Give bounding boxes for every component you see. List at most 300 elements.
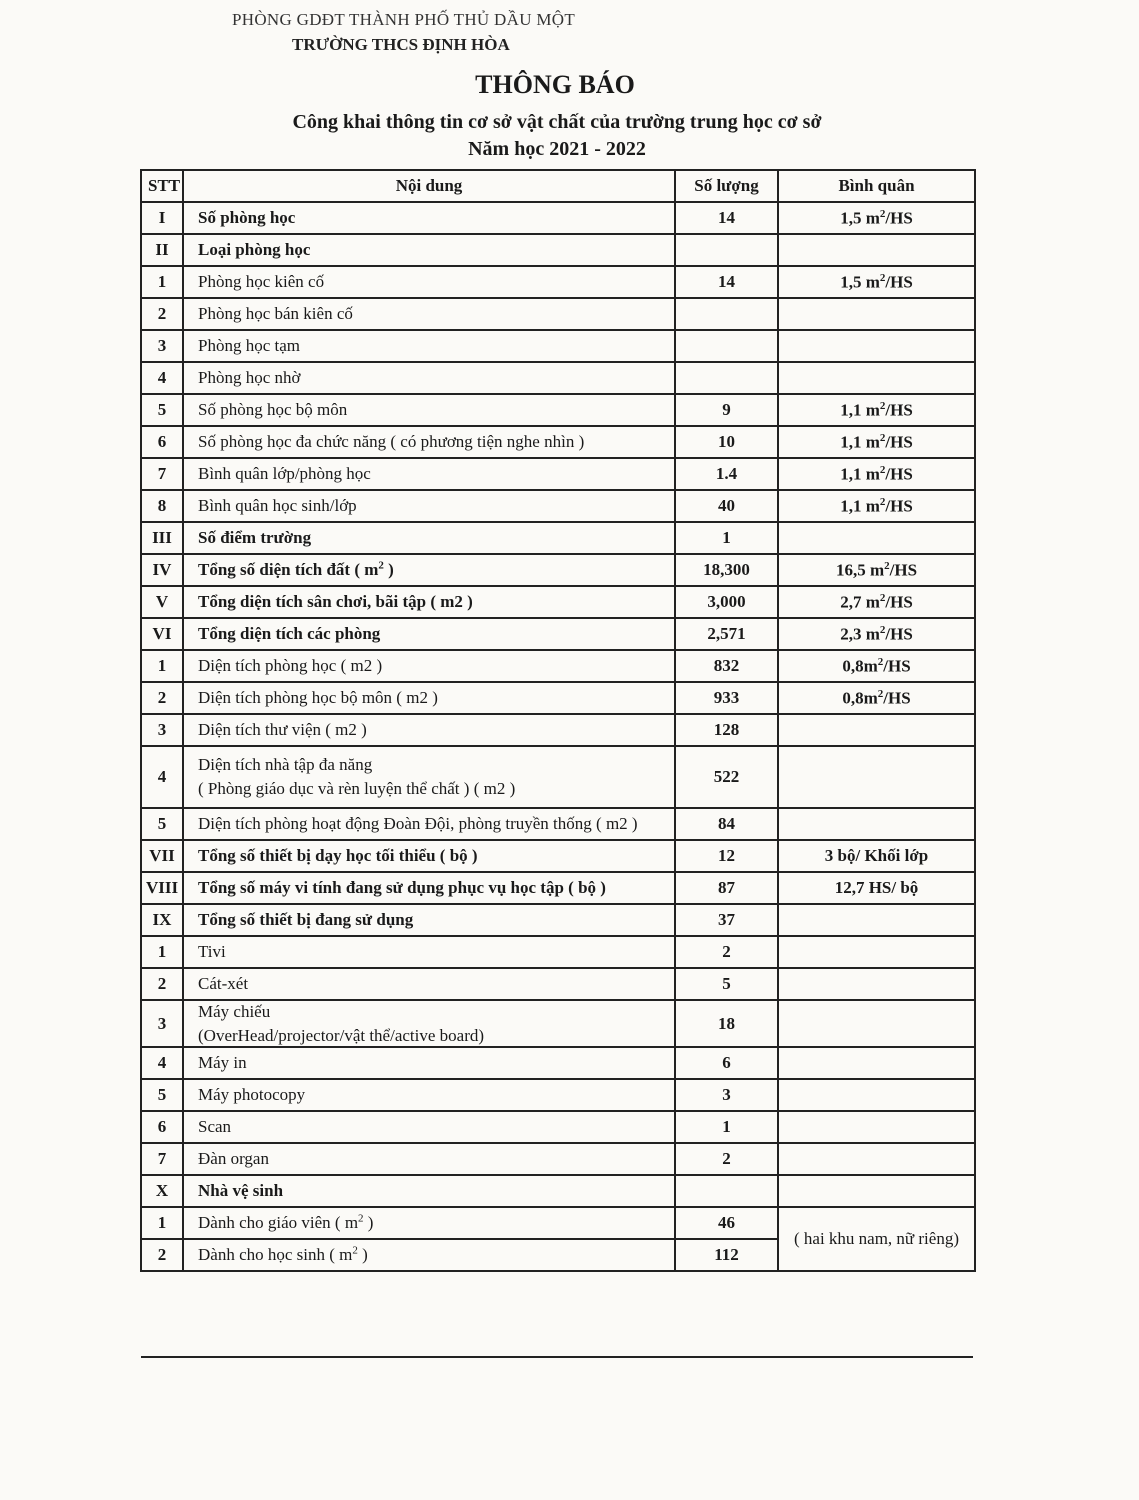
quantity-value: 1 <box>722 528 731 547</box>
row-average <box>778 394 975 426</box>
table-row <box>141 904 975 936</box>
row-content <box>183 522 675 554</box>
quantity-value: 3 <box>722 1085 731 1104</box>
content-line <box>198 1117 231 1136</box>
table-row <box>141 490 975 522</box>
table-row <box>141 1047 975 1079</box>
row-quantity <box>675 586 778 618</box>
average-tail: /HS <box>885 464 913 484</box>
row-average <box>778 298 975 330</box>
content-line <box>198 560 394 579</box>
row-content <box>183 234 675 266</box>
content-line <box>198 814 638 833</box>
content-text: Bình quân học sinh/lớp <box>198 496 357 515</box>
content-line <box>198 974 248 993</box>
row-stt <box>141 808 183 840</box>
quantity-value: 10 <box>718 432 735 451</box>
row-quantity <box>675 1143 778 1175</box>
row-average <box>778 1047 975 1079</box>
content-text: Scan <box>198 1117 232 1136</box>
row-average <box>778 266 975 298</box>
document-subtitle: Công khai thông tin cơ sở vật chất của trường trung học cơ sở <box>292 111 822 133</box>
row-quantity <box>675 362 778 394</box>
content-text: Đàn organ <box>198 1149 269 1168</box>
content-text: Phòng học kiên cố <box>198 272 325 291</box>
row-quantity <box>675 426 778 458</box>
table-row <box>141 1207 975 1239</box>
school-name: TRƯỜNG THCS ĐỊNH HÒA <box>292 35 510 54</box>
average-value: ( hai khu nam, nữ riêng) <box>793 1229 959 1248</box>
content-line <box>198 400 347 419</box>
row-quantity <box>675 458 778 490</box>
row-quantity <box>675 650 778 682</box>
row-content <box>183 266 675 298</box>
row-content <box>183 362 675 394</box>
content-line <box>198 688 438 707</box>
content-text: Số phòng học đa chức năng ( có phương tiện nghe nhìn ) <box>198 432 585 451</box>
content-text: Tổng số thiết bị dạy học tối thiểu ( bộ ) <box>198 846 478 865</box>
row-quantity <box>675 1111 778 1143</box>
stt-value: 3 <box>157 720 167 739</box>
content-line <box>198 368 301 387</box>
header-qty: Số lượng <box>675 170 778 202</box>
stt-value: 4 <box>157 767 167 786</box>
average-tail: /HS <box>883 688 911 708</box>
content-text: Số điểm trường <box>198 528 312 547</box>
table-header-row <box>141 170 975 202</box>
row-content <box>183 298 675 330</box>
stt-value: 5 <box>157 814 167 833</box>
content-line <box>198 1149 269 1168</box>
row-stt <box>141 362 183 394</box>
average-value: 1,5 m <box>840 272 880 292</box>
content-line <box>198 304 353 323</box>
content-line <box>198 240 310 259</box>
row-quantity <box>675 298 778 330</box>
quantity-value: 128 <box>713 720 740 739</box>
content-text: Diện tích thư viện ( m2 ) <box>198 720 367 739</box>
stt-value: III <box>152 528 172 547</box>
row-average <box>778 1111 975 1143</box>
row-stt <box>141 522 183 554</box>
row-stt <box>141 202 183 234</box>
content-line <box>198 1181 283 1200</box>
stt-value: 1 <box>157 942 167 961</box>
quantity-value: 1.4 <box>715 464 738 483</box>
stt-value: X <box>155 1181 169 1200</box>
quantity-value: 14 <box>718 272 735 291</box>
quantity-value: 87 <box>718 878 735 897</box>
content-text: Tổng diện tích các phòng <box>198 624 381 643</box>
row-stt <box>141 1143 183 1175</box>
row-quantity <box>675 1239 778 1271</box>
department-name: PHÒNG GDĐT THÀNH PHỐ THỦ DẦU MỘT <box>232 10 576 29</box>
row-quantity <box>675 682 778 714</box>
row-average <box>778 1175 975 1207</box>
content-text: Diện tích phòng học ( m2 ) <box>198 656 383 675</box>
stt-value: VII <box>149 846 175 865</box>
content-text: Bình quân lớp/phòng học <box>198 464 371 483</box>
row-stt <box>141 490 183 522</box>
average-value: 2,3 m <box>840 624 880 644</box>
content-text: Tivi <box>198 942 226 961</box>
content-tail: ) <box>362 1245 368 1265</box>
row-average <box>778 458 975 490</box>
quantity-value: 1 <box>722 1117 731 1136</box>
row-average <box>778 362 975 394</box>
average-value: 0,8m <box>842 656 878 676</box>
row-quantity <box>675 1207 778 1239</box>
table-row <box>141 202 975 234</box>
row-average <box>778 840 975 872</box>
row-content <box>183 746 675 808</box>
row-stt <box>141 330 183 362</box>
content-text: Phòng học nhờ <box>198 368 301 387</box>
row-stt <box>141 1047 183 1079</box>
stt-value: I <box>158 208 166 227</box>
row-quantity <box>675 202 778 234</box>
stt-value: 6 <box>157 1117 167 1136</box>
content-line <box>198 1213 373 1232</box>
row-quantity <box>675 808 778 840</box>
average-superscript: 2 <box>884 559 890 572</box>
row-content <box>183 650 675 682</box>
average-value: 1,1 m <box>840 464 880 484</box>
content-line <box>198 656 382 675</box>
table-row <box>141 840 975 872</box>
quantity-value: 37 <box>718 910 735 929</box>
content-tail: ) <box>367 1213 374 1233</box>
average-tail: /HS <box>885 208 913 228</box>
table-row <box>141 746 975 808</box>
content-text: Máy in <box>198 1053 247 1072</box>
average-superscript: 2 <box>879 463 886 476</box>
row-quantity <box>675 394 778 426</box>
stt-value: V <box>155 592 169 611</box>
row-content <box>183 1111 675 1143</box>
row-average <box>778 872 975 904</box>
row-average <box>778 1079 975 1111</box>
content-text: Tổng diện tích sân chơi, bãi tập ( m2 ) <box>198 592 473 611</box>
stt-value: 5 <box>157 1085 167 1104</box>
quantity-value: 40 <box>718 496 735 515</box>
row-stt <box>141 1207 183 1239</box>
content-line <box>198 464 371 483</box>
row-content <box>183 714 675 746</box>
content-text: Cát-xét <box>198 974 249 993</box>
average-tail: /HS <box>885 400 913 420</box>
content-tail: ) <box>388 560 394 580</box>
content-text: Loại phòng học <box>198 240 311 259</box>
stt-value: 3 <box>157 1013 167 1033</box>
table-row <box>141 266 975 298</box>
row-stt <box>141 586 183 618</box>
content-text: Tổng số diện tích đất ( m <box>198 560 379 580</box>
row-content <box>183 936 675 968</box>
row-quantity <box>675 1175 778 1207</box>
content-line <box>198 208 295 227</box>
row-quantity <box>675 522 778 554</box>
quantity-value: 18,300 <box>703 560 750 579</box>
stt-value: 2 <box>157 974 167 993</box>
row-stt <box>141 650 183 682</box>
row-content <box>183 202 675 234</box>
document-title: THÔNG BÁO <box>475 70 635 99</box>
row-average <box>778 234 975 266</box>
content-line <box>198 720 367 739</box>
row-stt <box>141 426 183 458</box>
quantity-value: 522 <box>713 767 740 786</box>
row-stt <box>141 1111 183 1143</box>
table-row <box>141 426 975 458</box>
stt-value: 8 <box>157 496 167 515</box>
row-stt <box>141 968 183 1000</box>
table-row <box>141 458 975 490</box>
row-average <box>778 714 975 746</box>
row-stt <box>141 554 183 586</box>
content-line <box>198 1002 270 1021</box>
stt-value: 2 <box>157 688 167 707</box>
quantity-value: 12 <box>718 846 735 865</box>
average-superscript: 2 <box>879 623 886 636</box>
content-line <box>198 624 380 643</box>
content-text: Máy photocopy <box>198 1085 306 1104</box>
row-content <box>183 968 675 1000</box>
content-superscript: 2 <box>378 559 384 572</box>
row-quantity <box>675 234 778 266</box>
row-quantity <box>675 968 778 1000</box>
row-stt <box>141 746 183 808</box>
row-content <box>183 904 675 936</box>
content-text: Phòng học tạm <box>198 336 300 355</box>
quantity-value: 5 <box>722 974 731 993</box>
row-quantity <box>675 936 778 968</box>
quantity-value: 6 <box>722 1053 731 1072</box>
content-text: Tổng số máy vi tính đang sử dụng phục vụ học tập ( bộ ) <box>198 878 606 897</box>
content-line <box>198 496 357 515</box>
row-quantity <box>675 1047 778 1079</box>
stt-value: VIII <box>145 878 179 897</box>
footer-divider <box>141 1356 973 1358</box>
row-average <box>778 968 975 1000</box>
stt-value: 5 <box>157 400 167 419</box>
row-quantity <box>675 266 778 298</box>
row-quantity <box>675 1000 778 1047</box>
average-tail: /HS <box>885 592 913 612</box>
header-stt: STT <box>141 170 183 202</box>
stt-value: 7 <box>157 1149 167 1168</box>
row-stt <box>141 936 183 968</box>
row-quantity <box>675 872 778 904</box>
content-line-2: (OverHead/projector/vật thể/active board) <box>198 1025 485 1045</box>
content-text: Số phòng học <box>198 208 296 227</box>
row-average <box>778 202 975 234</box>
stt-value: 1 <box>157 272 167 291</box>
quantity-value: 112 <box>714 1245 739 1264</box>
average-tail: /HS <box>883 656 911 676</box>
quantity-value: 2 <box>722 1149 731 1168</box>
table-row <box>141 650 975 682</box>
content-text: Máy chiếu <box>198 1001 271 1021</box>
table-row <box>141 362 975 394</box>
table-row <box>141 1000 975 1047</box>
average-value: 12,7 HS/ bộ <box>834 878 919 897</box>
row-quantity <box>675 1079 778 1111</box>
table-row <box>141 394 975 426</box>
row-average <box>778 936 975 968</box>
header-avg: Bình quân <box>778 170 975 202</box>
row-content <box>183 1175 675 1207</box>
content-line-2: ( Phòng giáo dục và rèn luyện thể chất ) ( m2 ) <box>198 779 516 798</box>
average-value: 3 bộ/ Khối lớp <box>824 846 929 865</box>
row-content <box>183 840 675 872</box>
stt-value: 1 <box>157 1213 167 1232</box>
average-value: 1,5 m <box>840 208 880 228</box>
row-content <box>183 1143 675 1175</box>
stt-value: 3 <box>157 336 167 355</box>
school-year: Năm học 2021 - 2022 <box>468 138 646 160</box>
quantity-value: 18 <box>718 1013 735 1033</box>
table-row <box>141 808 975 840</box>
stt-value: 6 <box>157 432 167 451</box>
row-average <box>778 490 975 522</box>
content-line <box>198 910 413 929</box>
content-text: Nhà vệ sinh <box>198 1181 284 1200</box>
table-row <box>141 330 975 362</box>
stt-value: 2 <box>157 304 167 323</box>
stt-value: 4 <box>157 368 167 387</box>
average-tail: /HS <box>885 624 913 644</box>
row-content <box>183 808 675 840</box>
average-superscript: 2 <box>877 687 884 700</box>
row-content <box>183 1000 675 1047</box>
row-stt <box>141 1079 183 1111</box>
stt-value: 4 <box>157 1053 167 1072</box>
header-content: Nội dung <box>183 170 675 202</box>
content-line <box>198 592 473 611</box>
average-value: 2,7 m <box>840 592 880 612</box>
row-average <box>778 808 975 840</box>
row-stt <box>141 872 183 904</box>
facilities-table <box>140 169 976 1272</box>
quantity-value: 3,000 <box>707 592 746 611</box>
table-row <box>141 234 975 266</box>
average-superscript: 2 <box>879 591 886 604</box>
row-average <box>778 330 975 362</box>
table-row <box>141 1175 975 1207</box>
row-stt <box>141 840 183 872</box>
row-average <box>778 1143 975 1175</box>
average-superscript: 2 <box>879 495 886 508</box>
content-line <box>198 755 372 774</box>
row-quantity <box>675 714 778 746</box>
row-content <box>183 618 675 650</box>
average-value: 1,1 m <box>840 496 880 516</box>
row-quantity <box>675 490 778 522</box>
row-content <box>183 586 675 618</box>
row-content <box>183 872 675 904</box>
row-content <box>183 1079 675 1111</box>
content-line <box>198 1085 305 1104</box>
row-stt <box>141 714 183 746</box>
row-quantity <box>675 554 778 586</box>
row-average <box>778 1207 975 1271</box>
average-value: 1,1 m <box>840 400 880 420</box>
row-content <box>183 394 675 426</box>
stt-value: 1 <box>157 656 167 675</box>
content-text: Phòng học bán kiên cố <box>198 304 353 323</box>
table-row <box>141 1143 975 1175</box>
row-quantity <box>675 746 778 808</box>
row-content <box>183 682 675 714</box>
row-average <box>778 586 975 618</box>
table-row <box>141 586 975 618</box>
stt-value: IX <box>152 910 172 929</box>
row-stt <box>141 1239 183 1271</box>
table-row <box>141 968 975 1000</box>
content-line <box>198 272 324 291</box>
row-content <box>183 330 675 362</box>
average-superscript: 2 <box>879 399 886 412</box>
table-row <box>141 618 975 650</box>
row-average <box>778 1000 975 1047</box>
row-average <box>778 904 975 936</box>
row-average <box>778 746 975 808</box>
row-average <box>778 426 975 458</box>
row-content <box>183 458 675 490</box>
average-tail: /HS <box>885 432 913 452</box>
content-line <box>198 846 478 865</box>
row-content <box>183 426 675 458</box>
row-stt <box>141 266 183 298</box>
row-quantity <box>675 904 778 936</box>
content-text: Diện tích nhà tập đa năng <box>198 755 373 774</box>
average-tail: /HS <box>889 560 918 580</box>
row-stt <box>141 1000 183 1047</box>
content-text: Dành cho học sinh ( m <box>198 1245 353 1265</box>
quantity-value: 84 <box>718 814 735 833</box>
row-average <box>778 522 975 554</box>
table-row <box>141 1111 975 1143</box>
table-row <box>141 714 975 746</box>
average-superscript: 2 <box>879 271 886 284</box>
row-quantity <box>675 618 778 650</box>
table-row <box>141 872 975 904</box>
row-content <box>183 1239 675 1271</box>
row-stt <box>141 904 183 936</box>
table-row <box>141 554 975 586</box>
row-content <box>183 490 675 522</box>
content-line <box>198 878 606 897</box>
stt-value: 2 <box>157 1245 167 1264</box>
content-text: Diện tích phòng học bộ môn ( m2 ) <box>198 688 438 707</box>
row-stt <box>141 298 183 330</box>
content-line <box>198 336 300 355</box>
row-average <box>778 618 975 650</box>
row-stt <box>141 618 183 650</box>
stt-value: VI <box>152 624 172 643</box>
content-text: Tổng số thiết bị đang sử dụng <box>198 910 414 929</box>
average-tail: /HS <box>885 496 913 516</box>
content-line <box>198 528 311 547</box>
quantity-value: 9 <box>722 400 731 419</box>
quantity-value: 14 <box>718 208 735 227</box>
average-tail: /HS <box>885 272 913 292</box>
quantity-value: 2,571 <box>707 624 746 643</box>
content-line <box>198 942 226 961</box>
quantity-value: 2 <box>722 942 731 961</box>
content-line <box>198 432 584 451</box>
